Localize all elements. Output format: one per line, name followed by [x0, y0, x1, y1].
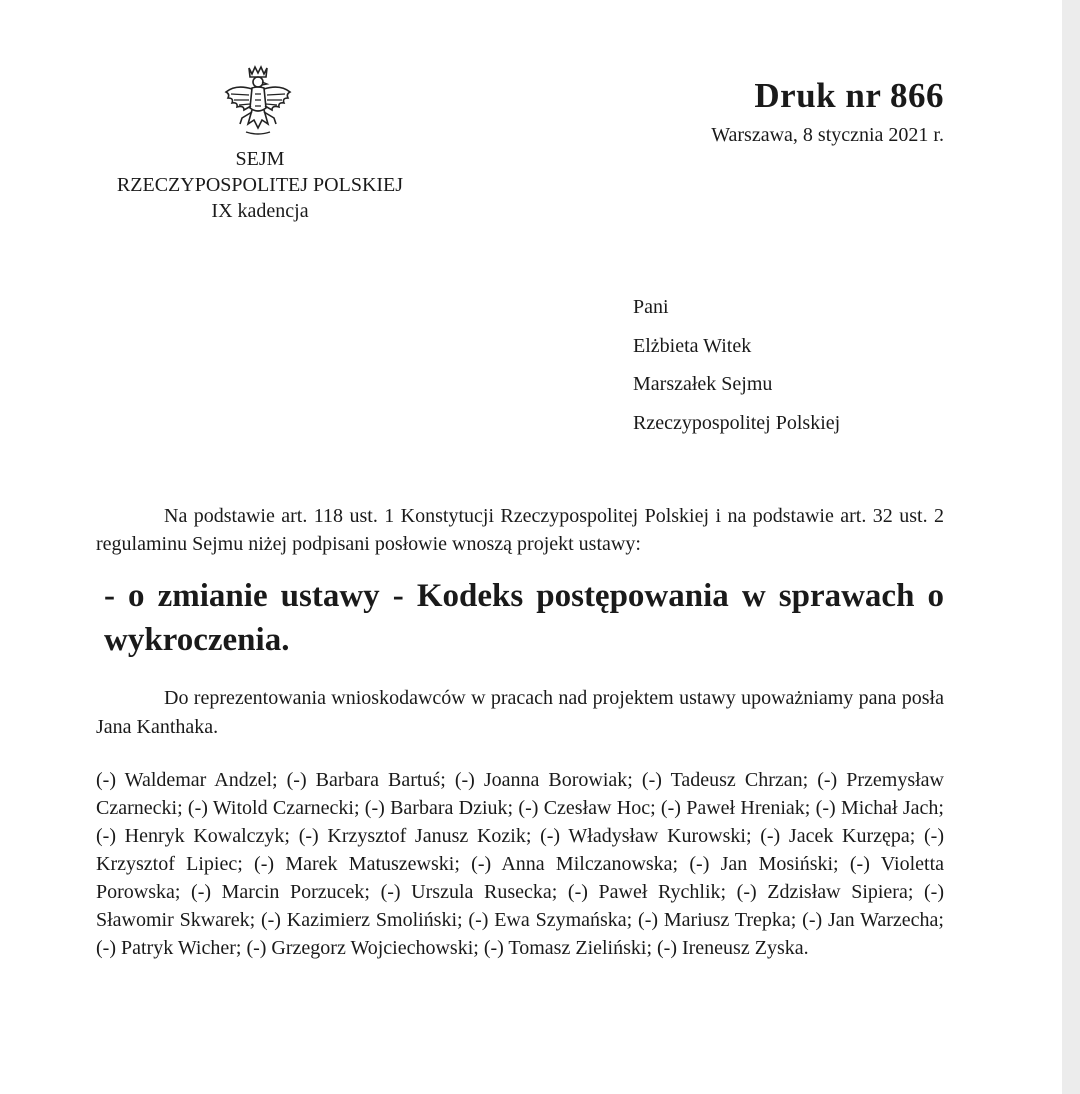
addressee-line: Pani	[633, 296, 669, 318]
institution-line: RZECZYPOSPOLITEJ POLSKIEJ	[116, 174, 404, 196]
addressee-line: Marszałek Sejmu	[633, 373, 773, 395]
signers-list: (-) Waldemar Andzel; (-) Barbara Bartuś; (-) Joanna Borowiak; (-) Tadeusz Chrzan; (-) Przemysław Czarnecki; (-) Witold Czarnecki; (-) Barbara Dziuk; (-) Czesław Hoc; (-) Paweł Hreniak; (-) Michał Jach; (-) Henryk Kowalczyk; (-) Krzysztof Janusz Kozik; (-) Władysław Kurowski; (-) Jacek Kurzępa; (-) Krzysztof Lipiec; (-) Marek Matuszewski; (-) Anna Milczanowska; (-) Jan Mosiński; (-) Violetta Porowska; (-) Marcin Porzucek; (-) Urszula Rusecka; (-) Paweł Rychlik; (-) Zdzisław Sipiera; (-) Sławomir Skwarek; (-) Kazimierz Smoliński; (-) Ewa Szymańska; (-) Mariusz Trepka; (-) Jan Warzecha; (-) Patryk Wicher; (-) Grzegorz Wojciechowski; (-) Tomasz Zieliński; (-) Ireneusz Zyska.	[96, 769, 944, 959]
intro-paragraph: Na podstawie art. 118 ust. 1 Konstytucji Rzeczypospolitej Polskiej i na podstawie art. 32 ust. 2 regulaminu Sejmu niżej podpisani posłowie wnoszą projekt ustawy:	[96, 505, 944, 555]
polish-eagle-emblem-icon	[222, 62, 294, 138]
bill-title: - o zmianie ustawy - Kodeks postępowania w sprawach o wykroczenia.	[104, 578, 944, 658]
institution-line: SEJM	[235, 148, 285, 170]
print-number: Druk nr 866	[754, 76, 944, 115]
addressee-line: Rzeczypospolitej Polskiej	[633, 411, 841, 434]
representative-paragraph: Do reprezentowania wnioskodawców w pracach nad projektem ustawy upoważniamy pana posła Jana Kanthaka.	[96, 687, 944, 738]
institution-header	[70, 146, 450, 224]
addressee-line: Elżbieta Witek	[633, 334, 752, 357]
addressee-block	[633, 288, 840, 442]
date-line: Warszawa, 8 stycznia 2021 r.	[711, 124, 944, 146]
institution-line: IX kadencja	[211, 200, 309, 222]
background-margin	[1062, 0, 1080, 1094]
